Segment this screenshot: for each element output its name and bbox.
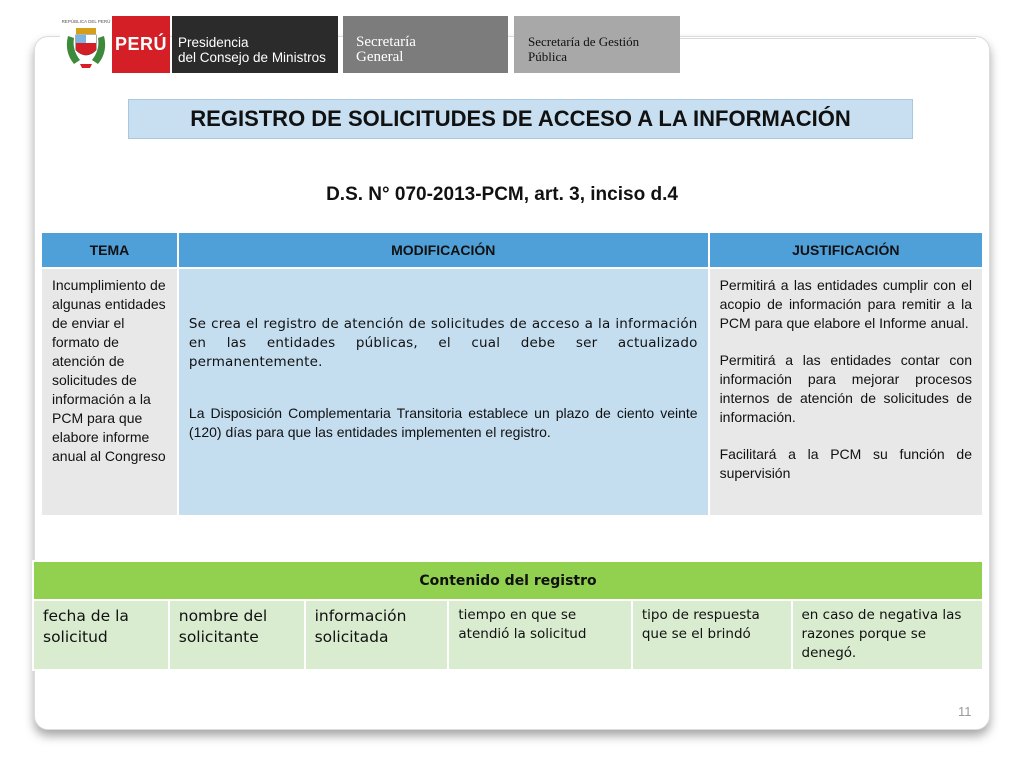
justificacion-paragraph-1: Permitirá a las entidades cumplir con el acopio de información para remitir a la PCM para que elabore el Informe anual. xyxy=(719,277,972,331)
pcm-logo-line1: Presidencia xyxy=(178,35,249,50)
svg-text:REPÚBLICA DEL PERÚ: REPÚBLICA DEL PERÚ xyxy=(61,19,111,24)
cell-justificacion xyxy=(709,268,983,516)
modification-table xyxy=(40,231,984,517)
content-cell-tipo-respuesta: tipo de respuesta que se el brindó xyxy=(632,600,792,670)
content-cell-razones: en caso de negativa las razones porque se denegó. xyxy=(792,600,984,670)
modification-table-row xyxy=(41,268,983,516)
sg-logo-line2: General xyxy=(356,49,404,65)
sgp-logo-line2: Pública xyxy=(528,49,567,64)
content-cell-informacion: información solicitada xyxy=(305,600,449,670)
content-cell-fecha: fecha de la solicitud xyxy=(33,600,169,670)
secretaria-general-logo xyxy=(343,16,508,73)
content-cell-tiempo: tiempo en que se atendió la solicitud xyxy=(448,600,631,670)
secretaria-gestion-publica-logo xyxy=(514,16,680,73)
peru-logo xyxy=(112,16,170,73)
modificacion-paragraph-1: Se crea el registro de atención de solicitudes de acceso a la información en las entidades públicas, el cual debe ser actualizado permanentemente. xyxy=(188,316,698,370)
registry-content-header-row xyxy=(33,561,983,600)
slide-title-text: REGISTRO DE SOLICITUDES DE ACCESO A LA INFORMACIÓN xyxy=(190,106,851,131)
pcm-logo-line2: del Consejo de Ministros xyxy=(178,50,326,65)
page-number: 11 xyxy=(958,704,972,719)
justificacion-paragraph-2: Permitirá a las entidades contar con información para mejorar procesos internos de atención de solicitudes de información. xyxy=(719,352,972,425)
sg-logo-line1: Secretaría xyxy=(356,34,416,50)
slide-title xyxy=(128,99,913,139)
peru-coat-of-arms-logo xyxy=(60,16,112,73)
registry-content-header: Contenido del registro xyxy=(33,561,983,600)
registry-content-row xyxy=(33,600,983,670)
header-justificacion: JUSTIFICACIÓN xyxy=(709,232,983,268)
justificacion-paragraph-3: Facilitará a la PCM su función de supervisión xyxy=(719,446,972,481)
header-tema: TEMA xyxy=(41,232,178,268)
peru-logo-text: PERÚ xyxy=(114,34,167,54)
header-modificacion: MODIFICACIÓN xyxy=(178,232,709,268)
header-divider xyxy=(680,38,976,39)
registry-content-table xyxy=(32,560,984,671)
content-cell-nombre: nombre del solicitante xyxy=(169,600,305,670)
sgp-logo-line1: Secretaría de Gestión xyxy=(528,34,640,49)
cell-modificacion xyxy=(178,268,709,516)
pcm-logo xyxy=(172,16,338,73)
cell-tema: Incumplimiento de algunas entidades de enviar el formato de atención de solicitudes de información a la PCM para que elabore informe anual al Congreso xyxy=(41,268,178,516)
legal-reference-subtitle: D.S. N° 070-2013-PCM, art. 3, inciso d.4 xyxy=(326,184,678,205)
modification-table-header-row xyxy=(41,232,983,268)
modificacion-paragraph-2: La Disposición Complementaria Transitoria establece un plazo de ciento veinte (120) días para que las entidades implementen el registro. xyxy=(188,405,698,440)
